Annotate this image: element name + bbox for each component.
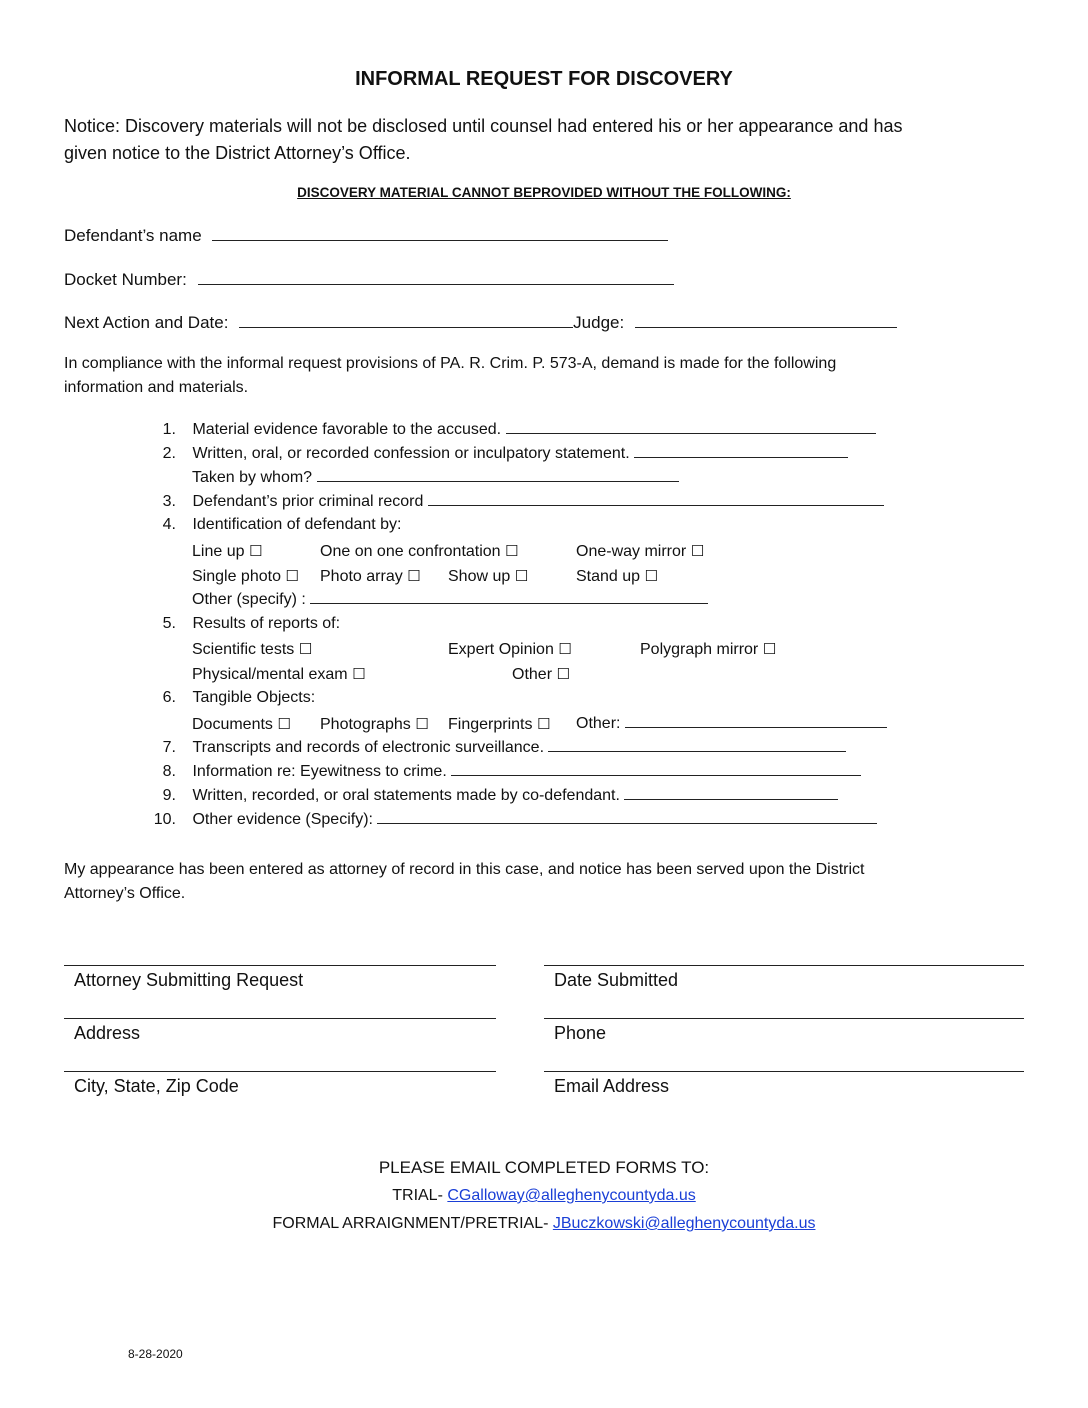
docket-number-label: Docket Number:	[64, 270, 187, 289]
option-single-photo: Single photo ☐	[192, 567, 299, 585]
item-8-field[interactable]	[451, 774, 861, 776]
list-item-4	[150, 516, 402, 534]
option-documents: Documents ☐	[192, 715, 291, 733]
attorney-label: Attorney Submitting Request	[74, 970, 304, 990]
item-text: Defendant’s prior criminal record	[192, 493, 424, 510]
item-number: 3.	[162, 493, 176, 510]
item-number: 10.	[153, 811, 176, 828]
date-submitted-line[interactable]	[544, 965, 1024, 966]
item-number: 9.	[162, 787, 176, 804]
trial-contact	[0, 1187, 1088, 1205]
formal-label: FORMAL ARRAIGNMENT/PRETRIAL-	[272, 1215, 553, 1232]
tangible-other-row: Other:	[576, 715, 887, 733]
item-number: 6.	[162, 689, 176, 706]
address-label: Address	[74, 1023, 141, 1043]
checkbox-icon[interactable]: ☐	[644, 567, 658, 585]
checkbox-icon[interactable]: ☐	[762, 640, 777, 658]
judge-label: Judge:	[573, 313, 625, 332]
item-7-field[interactable]	[548, 750, 846, 752]
item-9-field[interactable]	[624, 798, 838, 800]
list-item-6	[150, 689, 315, 707]
defendant-name-row	[64, 226, 668, 246]
item-text: Tangible Objects:	[192, 689, 316, 706]
revision-date: 8-28-2020	[128, 1347, 183, 1361]
item-text: Transcripts and records of electronic surveillance.	[192, 739, 545, 756]
option-expert-opinion: Expert Opinion ☐	[448, 640, 572, 658]
checkbox-icon[interactable]: ☐	[556, 665, 570, 683]
list-item-1	[150, 421, 876, 439]
notice-line-2: given notice to the District Attorney’s Office.	[64, 143, 411, 163]
checkbox-icon[interactable]: ☐	[407, 567, 421, 585]
email-label: Email Address	[554, 1076, 670, 1096]
list-item-8	[150, 763, 861, 781]
taken-by-row	[192, 469, 679, 487]
list-item-7	[150, 739, 846, 757]
next-action-row	[64, 313, 897, 333]
item-number: 4.	[162, 516, 176, 533]
defendant-name-label: Defendant’s name	[64, 226, 202, 245]
judge-field[interactable]	[635, 326, 897, 328]
item-number: 1.	[162, 421, 176, 438]
option-one-way-mirror: One-way mirror ☐	[576, 542, 705, 560]
checkbox-icon[interactable]: ☐	[690, 542, 705, 560]
option-photographs: Photographs ☐	[320, 715, 429, 733]
item-number: 5.	[162, 615, 176, 632]
requirement-heading: DISCOVERY MATERIAL CANNOT BEPROVIDED WITHOUT THE FOLLOWING:	[297, 185, 791, 200]
checkbox-icon[interactable]: ☐	[277, 715, 291, 733]
attorney-signature-line[interactable]	[64, 965, 496, 966]
checkbox-icon[interactable]: ☐	[298, 640, 313, 658]
address-line[interactable]	[64, 1018, 496, 1019]
item-10-field[interactable]	[377, 822, 877, 824]
contact-heading: PLEASE EMAIL COMPLETED FORMS TO:	[378, 1158, 710, 1177]
checkbox-icon[interactable]: ☐	[558, 640, 572, 658]
option-other: Other ☐	[512, 665, 570, 683]
checkbox-icon[interactable]: ☐	[536, 715, 551, 733]
checkbox-icon[interactable]: ☐	[248, 542, 263, 560]
list-item-10	[150, 811, 877, 829]
item-number: 7.	[162, 739, 176, 756]
option-stand-up: Stand up ☐	[576, 567, 658, 585]
page-title: INFORMAL REQUEST FOR DISCOVERY	[355, 68, 733, 90]
option-physical-mental-exam: Physical/mental exam ☐	[192, 665, 366, 683]
option-polygraph-mirror: Polygraph mirror ☐	[640, 640, 777, 658]
city-line[interactable]	[64, 1071, 496, 1072]
docket-number-field[interactable]	[198, 283, 674, 285]
option-line-up: Line up ☐	[192, 542, 263, 560]
docket-number-row	[64, 270, 674, 290]
checkbox-icon[interactable]: ☐	[514, 567, 529, 585]
identification-other-row: Other (specify) :	[192, 591, 708, 609]
item-text: Information re: Eyewitness to crime.	[192, 763, 447, 780]
date-submitted-label: Date Submitted	[554, 970, 679, 990]
phone-line[interactable]	[544, 1018, 1024, 1019]
checkbox-icon[interactable]: ☐	[415, 715, 429, 733]
email-line[interactable]	[544, 1071, 1024, 1072]
list-item-5	[150, 615, 340, 633]
trial-email-link[interactable]: CGalloway@alleghenycountyda.us	[447, 1187, 696, 1204]
item-text: Results of reports of:	[192, 615, 341, 632]
compliance-line-2: information and materials.	[64, 379, 249, 396]
phone-label: Phone	[554, 1023, 607, 1043]
option-scientific-tests: Scientific tests ☐	[192, 640, 313, 658]
next-action-label: Next Action and Date:	[64, 313, 229, 332]
list-item-3	[150, 493, 884, 511]
item-number: 8.	[162, 763, 176, 780]
defendant-name-field[interactable]	[212, 239, 668, 241]
appearance-line-2: Attorney’s Office.	[64, 885, 186, 902]
item-2-field[interactable]	[634, 456, 848, 458]
checkbox-icon[interactable]: ☐	[352, 665, 366, 683]
formal-contact	[0, 1215, 1088, 1233]
next-action-field[interactable]	[239, 326, 573, 328]
item-text: Material evidence favorable to the accused.	[192, 421, 502, 438]
compliance-line-1: In compliance with the informal request provisions of PA. R. Crim. P. 573-A, demand is made for the following	[64, 355, 837, 372]
item-text: Written, recorded, or oral statements made by co-defendant.	[192, 787, 620, 804]
list-item-2	[150, 445, 848, 463]
tangible-other-field[interactable]	[625, 726, 887, 728]
checkbox-icon[interactable]: ☐	[285, 567, 299, 585]
item-text: Written, oral, or recorded confession or inculpatory statement.	[192, 445, 630, 462]
item-text: Other evidence (Specify):	[192, 811, 373, 828]
option-one-on-one: One on one confrontation ☐	[320, 542, 519, 560]
item-number: 2.	[162, 445, 176, 462]
formal-email-link[interactable]: JBuczkowski@alleghenycountyda.us	[552, 1215, 816, 1232]
item-3-field[interactable]	[428, 504, 884, 506]
appearance-line-1: My appearance has been entered as attorney of record in this case, and notice has been served upon the District	[64, 861, 865, 878]
item-text: Identification of defendant by:	[192, 516, 402, 533]
taken-by-field[interactable]	[317, 480, 679, 482]
option-photo-array: Photo array ☐	[320, 567, 421, 585]
option-show-up: Show up ☐	[448, 567, 529, 585]
taken-by-label: Taken by whom?	[192, 469, 313, 486]
checkbox-icon[interactable]: ☐	[505, 542, 519, 560]
item-1-field[interactable]	[506, 432, 876, 434]
notice-line-1: Notice: Discovery materials will not be disclosed until counsel had entered his or her appearance and has	[64, 116, 903, 136]
identification-other-field[interactable]	[310, 602, 708, 604]
list-item-9	[150, 787, 838, 805]
option-fingerprints: Fingerprints ☐	[448, 715, 551, 733]
city-label: City, State, Zip Code	[74, 1076, 239, 1096]
trial-label: TRIAL-	[392, 1187, 448, 1204]
